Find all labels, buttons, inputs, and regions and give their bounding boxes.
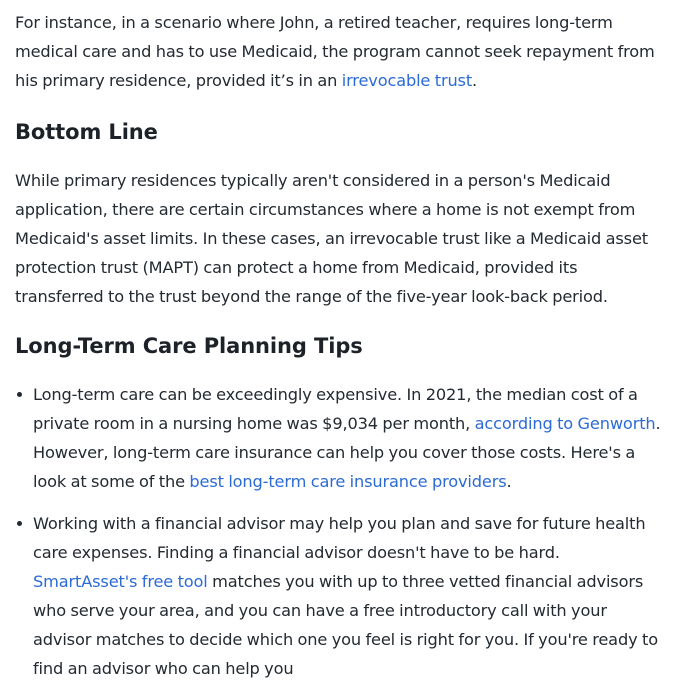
tip-text: matches you with up to three vetted financial advisors who serve your area, and you can have a free introductory call with your advisor matches to decide which one you feel is right for you. If you're ready to find an advisor who can help you [33, 572, 658, 678]
ltc-insurance-providers-link[interactable]: best long-term care insurance providers [189, 472, 507, 491]
list-item [33, 380, 661, 496]
tip-text: . However, long-term care insurance can help you cover those costs. Here's a look at some of the [33, 414, 661, 491]
tips-heading: Long-Term Care Planning Tips [15, 334, 363, 358]
intro-paragraph [15, 0, 661, 95]
bullet-icon [17, 521, 22, 526]
genworth-link[interactable]: according to Genworth [474, 414, 656, 433]
irrevocable-trust-link[interactable]: irrevocable trust [341, 71, 473, 90]
tips-list [15, 380, 661, 683]
intro-text: For instance, in a scenario where John, a retired teacher, requires long-term medical care and has to use Medicaid, the program cannot seek repayment from his primary residence, provided it’s in an [15, 13, 655, 90]
list-item [33, 509, 661, 683]
bullet-icon [17, 392, 22, 397]
tip-text: . [506, 472, 512, 491]
smartasset-tool-link[interactable]: SmartAsset's free tool [33, 572, 208, 591]
bottom-line-heading: Bottom Line [15, 120, 158, 144]
tip-text: Working with a financial advisor may help you plan and save for future health care expenses. Finding a financial advisor doesn't have to be hard. [33, 514, 646, 562]
tip-text: Long-term care can be exceedingly expensive. In 2021, the median cost of a private room in a nursing home was $9,034 per month, [33, 385, 638, 433]
intro-text-end: . [472, 71, 478, 90]
bottom-line-paragraph: While primary residences typically aren't considered in a person's Medicaid application, there are certain circumstances where a home is not exempt from Medicaid's asset limits. In these cases, an irrevocable trust like a Medicaid asset protection trust (MAPT) can protect a home from Medicaid, provided its transferred to the trust beyond the range of the five-year look-back period. [15, 171, 648, 306]
